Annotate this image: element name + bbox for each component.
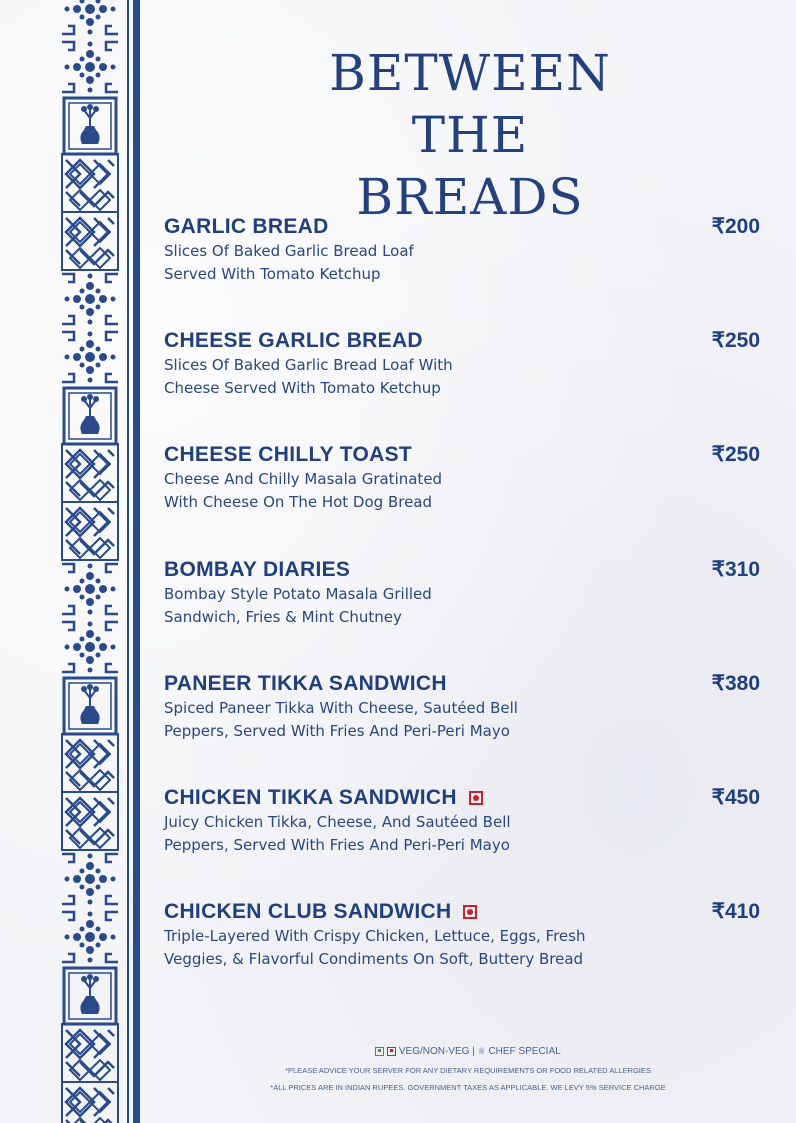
item-desc-line-2: Peppers, Served With Fries And Peri-Peri Mayo [164,836,510,854]
item-price: ₹450 [711,786,760,809]
allergy-note: *PLEASE ADVICE YOUR SERVER FOR ANY DIETARY REQUIREMENTS OR FOOD RELATED ALLERGIES [285,1066,651,1075]
item-desc-line-2: Served With Tomato Ketchup [164,265,381,283]
page-title [265,42,675,228]
item-price: ₹250 [711,443,760,466]
item-price: ₹380 [711,672,760,695]
item-price: ₹250 [711,329,760,352]
menu-item [164,328,764,400]
item-desc-line-1: Slices Of Baked Garlic Bread Loaf With [164,356,453,374]
item-price: ₹310 [711,558,760,581]
title-line-1: BETWEEN THE [329,44,611,164]
item-desc-line-1: Cheese And Chilly Masala Gratinated [164,470,443,488]
menu-item [164,899,764,971]
tile-pattern-border [60,0,120,1123]
item-name: BOMBAY DIARIES [164,558,351,581]
item-name: CHEESE GARLIC BREAD [164,329,423,352]
title-line-2: BREADS [356,168,584,226]
nonveg-icon [463,905,477,919]
item-desc-line-1: Spiced Paneer Tikka With Cheese, Sautéed Bell [164,699,518,717]
item-name: GARLIC BREAD [164,215,329,238]
item-name: CHEESE CHILLY TOAST [164,443,413,466]
item-name: CHICKEN CLUB SANDWICH [164,900,452,923]
item-desc-line-2: Cheese Served With Tomato Ketchup [164,379,441,397]
item-desc-line-2: With Cheese On The Hot Dog Bread [164,493,433,511]
menu-item [164,214,764,286]
item-price: ₹410 [711,900,760,923]
nonveg-icon [469,791,483,805]
pricing-note: *ALL PRICES ARE IN INDIAN RUPEES. GOVERNMENT TAXES AS APPLICABLE. WE LEVY 5% SERVICE CHARGE [270,1083,666,1092]
item-desc-line-2: Sandwich, Fries & Mint Chutney [164,608,402,626]
item-price: ₹200 [711,215,760,238]
item-desc-line-1: Bombay Style Potato Masala Grilled [164,585,432,603]
item-name: CHICKEN TIKKA SANDWICH [164,786,457,809]
item-desc-line-1: Triple-Layered With Crispy Chicken, Lettuce, Eggs, Fresh [164,927,586,945]
menu-item [164,785,764,857]
veg-icon [375,1047,384,1056]
nonveg-icon [387,1047,396,1056]
legend-text: VEG/NON-VEG | [398,1046,478,1057]
menu-item [164,442,764,514]
menu-item [164,557,764,629]
border-rule-thin [127,0,129,1123]
item-desc-line-2: Veggies, & Flavorful Condiments On Soft, Buttery Bread [164,950,584,968]
item-name: PANEER TIKKA SANDWICH [164,672,447,695]
legend-chef-text: CHEF SPECIAL [488,1046,561,1057]
item-desc-line-1: Slices Of Baked Garlic Bread Loaf [164,242,414,260]
item-desc-line-1: Juicy Chicken Tikka, Cheese, And Sautéed Bell [164,813,511,831]
menu-item [164,671,764,743]
chef-hat-icon: ♕ [477,1046,486,1056]
item-desc-line-2: Peppers, Served With Fries And Peri-Peri Mayo [164,722,510,740]
border-rule-thick [133,0,140,1123]
diet-legend [140,1046,796,1057]
